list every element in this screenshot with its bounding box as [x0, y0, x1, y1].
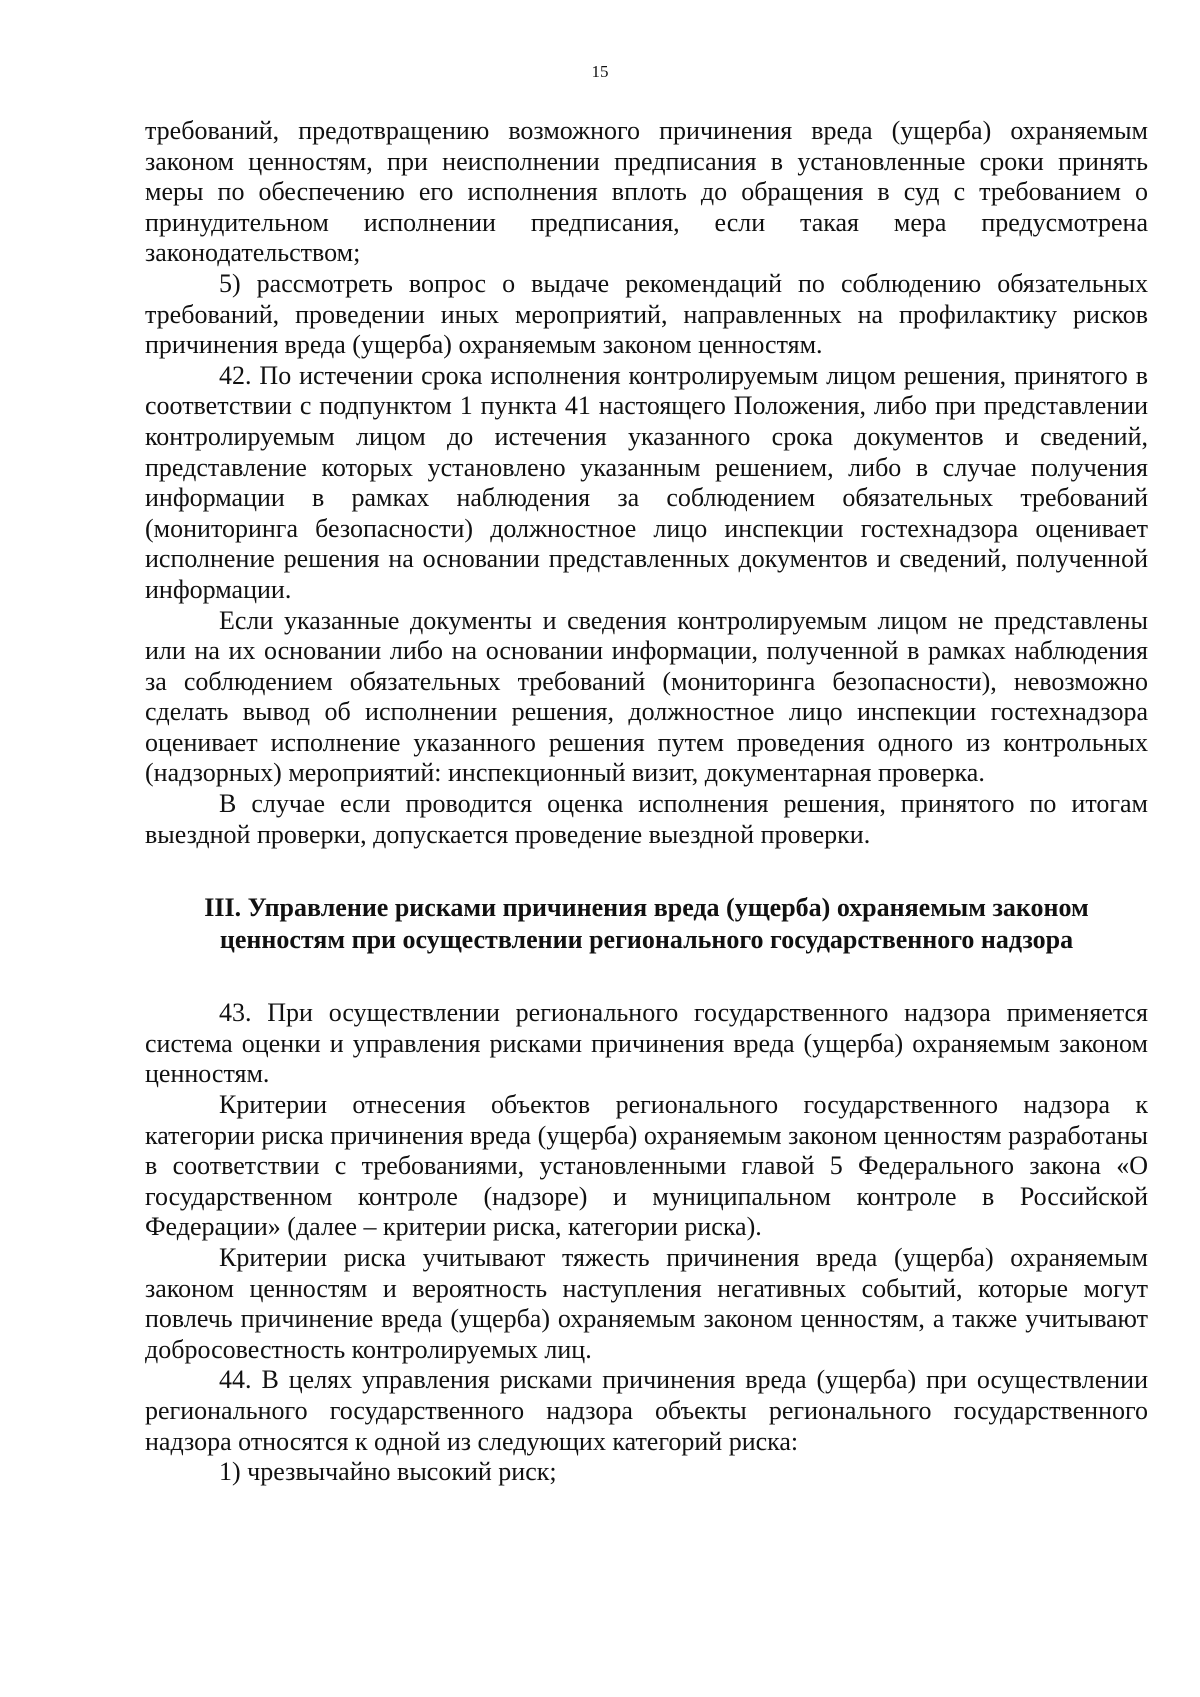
section-heading-line-1: III. Управление рисками причинения вреда (ущерба) охраняемым законом [204, 893, 1089, 923]
paragraph-43-severity: Критерии риска учитывают тяжесть причинения вреда (ущерба) охраняемым законом ценностям и вероятность наступления негативных событий, которые могут повлечь причинение вреда (ущерба) охраняемым законом ценностям, а также учитывают добросовестность контролируемых лиц. [145, 1243, 1148, 1364]
paragraph-continuation: требований, предотвращению возможного причинения вреда (ущерба) охраняемым законом ценностям, при неисполнении предписания в установленные сроки принять меры по обеспечению его исполнения вплоть до обращения в суд с требованием о принудительном исполнении предписания, если такая мера предусмотрена законодательством; [145, 116, 1148, 268]
paragraph-42: 42. По истечении срока исполнения контролируемым лицом решения, принятого в соответствии с подпунктом 1 пункта 41 настоящего Положения, либо при представлении контролируемым лицом до истечения указанного срока документов и сведений, представление которых установлено указанным решением, либо в случае получения информации в рамках наблюдения за соблюдением обязательных требований (мониторинга безопасности) должностное лицо инспекции гостехнадзора оценивает исполнение решения на основании представленных документов и сведений, полученной информации. [145, 360, 1148, 604]
paragraph-44-item-1: 1) чрезвычайно высокий риск; [219, 1457, 557, 1487]
paragraph-42-onsite: В случае если проводится оценка исполнения решения, принятого по итогам выездной проверки, допускается проведение выездной проверки. [145, 789, 1148, 849]
paragraph-43-criteria: Критерии отнесения объектов регионального государственного надзора к категории риска причинения вреда (ущерба) охраняемым законом ценностям разработаны в соответствии с требованиями, установленными главой 5 Федерального закона «О государственном контроле (надзоре) и муниципальном контроле в Российской Федерации» (далее – критерии риска, категории риска). [145, 1090, 1148, 1242]
paragraph-42-documents: Если указанные документы и сведения контролируемым лицом не представлены или на их основании либо на основании информации, полученной в рамках наблюдения за соблюдением обязательных требований (мониторинга безопасности), невозможно сделать вывод об исполнении решения, должностное лицо инспекции гостехнадзора оценивает исполнение указанного решения путем проведения одного из контрольных (надзорных) мероприятий: инспекционный визит, документарная проверка. [145, 605, 1148, 788]
paragraph-43: 43. При осуществлении регионального государственного надзора применяется система оценки и управления рисками причинения вреда (ущерба) охраняемым законом ценностям. [145, 998, 1148, 1089]
section-heading-line-2: ценностям при осуществлении регионального государственного надзора [219, 925, 1074, 955]
document-body [145, 116, 1148, 1488]
paragraph-item-5: 5) рассмотреть вопрос о выдаче рекомендаций по соблюдению обязательных требований, проведении иных мероприятий, направленных на профилактику рисков причинения вреда (ущерба) охраняемым законом ценностям. [145, 268, 1148, 360]
page-number: 15 [591, 62, 609, 81]
paragraph-44: 44. В целях управления рисками причинения вреда (ущерба) при осуществлении регионального государственного надзора объекты регионального государственного надзора относятся к одной из следующих категорий риска: [145, 1365, 1148, 1456]
section-heading [145, 892, 1148, 956]
